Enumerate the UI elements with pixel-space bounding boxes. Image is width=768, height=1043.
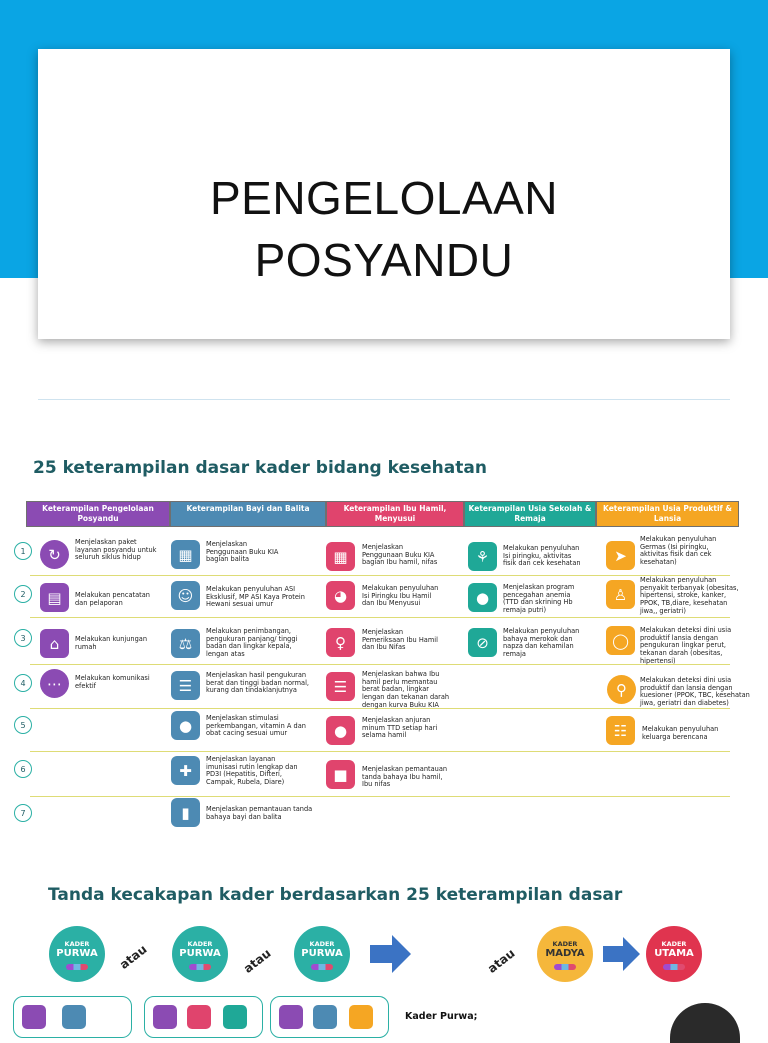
skill-group-box bbox=[13, 996, 132, 1038]
col4-row2-text: Menjelaskan program pencegahan anemia (TTD dan skrining Hb remaja putri) bbox=[503, 583, 575, 615]
section2-heading: Tanda kecakapan kader berdasarkan 25 keterampilan dasar bbox=[48, 885, 623, 905]
badge-kader-purwa bbox=[294, 926, 350, 982]
magnifier-icon: ⚲ bbox=[607, 675, 636, 704]
book-kia-mother-icon bbox=[187, 1005, 211, 1029]
col5-row5-text: Melakukan penyuluhan keluarga berencana bbox=[642, 725, 719, 741]
book-kia-icon bbox=[313, 1005, 337, 1029]
title-line-2: POSYANDU bbox=[254, 234, 514, 286]
row-number: 7 bbox=[14, 804, 32, 822]
col2-row4-text: Menjelaskan hasil pengukuran berat dan tinggi badan normal, kurang dan tindaklanjutnya bbox=[206, 671, 309, 695]
row-separator bbox=[30, 751, 730, 752]
running-person-icon bbox=[349, 1005, 373, 1029]
skill-group-box bbox=[270, 996, 389, 1038]
column-header-remaja: Keterampilan Usia Sekolah & Remaja bbox=[464, 501, 596, 527]
house-visit-icon bbox=[153, 1005, 177, 1029]
thermometer-icon: ▮ bbox=[171, 798, 200, 827]
badge-level-text: PURWA bbox=[56, 948, 98, 959]
pill-icon bbox=[189, 964, 211, 970]
tablet-record-icon: ▤ bbox=[40, 583, 69, 612]
col5-row3-text: Melakukan deteksi dini usia produktif lansia dengan pengukuran lingkar perut, tekanan darah (obesitas, hipertensi) bbox=[640, 626, 732, 665]
col2-row6-text: Menjelaskan layanan imunisasi rutin lengkap dan PD3I (Hepatitis, Difteri, Campak, Rubela, Diare) bbox=[206, 755, 298, 787]
col2-row2-text: Melakukan penyuluhan ASI Eksklusif, MP ASI Kaya Protein Hewani sesuai umur bbox=[206, 585, 305, 609]
col5-row1-text: Melakukan penyuluhan Germas (Isi piringku, aktivitas fisik dan cek kesehatan) bbox=[640, 535, 717, 567]
col5-row2-text: Melakukan penyuluhan penyakit terbanyak (obesitas, hipertensi, stroke, kanker, PPOK, TB,diare, kesehatan jiwa,, geriatri) bbox=[640, 576, 739, 615]
immunization-shield-icon: ✚ bbox=[171, 756, 200, 785]
col4-row1-text: Melakukan penyuluhan Isi piringku, aktivitas fisik dan cek kesehatan bbox=[503, 544, 581, 568]
col5-row4-text: Melakukan deteksi dini usia produktif dan lansia dengan kuesioner (PPOK, TBC, kesehatan jiwa, geriatri dan diabetes) bbox=[640, 676, 750, 708]
section1-heading: 25 keterampilan dasar kader bidang kesehatan bbox=[33, 458, 487, 478]
food-bowl-icon: ◕ bbox=[326, 581, 355, 610]
running-person-icon: ➤ bbox=[606, 541, 635, 570]
divider bbox=[38, 399, 730, 400]
chat-bubbles-icon: ⋯ bbox=[40, 669, 69, 698]
col3-row6-text: Menjelaskan pemantauan tanda bahaya Ibu hamil, Ibu nifas bbox=[362, 765, 448, 789]
row-number: 5 bbox=[14, 716, 32, 734]
col3-row2-text: Melakukan penyuluhan Isi Piringku Ibu Hamil dan Ibu Menyusui bbox=[362, 584, 439, 608]
pregnant-mother-icon: ♀ bbox=[326, 628, 355, 657]
pill-icon bbox=[663, 964, 685, 970]
row-separator bbox=[30, 664, 730, 665]
col4-row3-text: Melakukan penyuluhan bahaya merokok dan napza dan kehamilan remaja bbox=[503, 627, 580, 659]
pill-icon bbox=[66, 964, 88, 970]
breastfeeding-icon: ☺ bbox=[171, 581, 200, 610]
drop-icon: ● bbox=[468, 583, 497, 612]
badge-top-text: KADER bbox=[552, 940, 578, 948]
row-number: 2 bbox=[14, 585, 32, 603]
row-number: 3 bbox=[14, 629, 32, 647]
book-kia-icon: ▦ bbox=[171, 540, 200, 569]
atau-label: atau bbox=[116, 942, 150, 972]
column-header-pengelolaan: Keterampilan Pengelolaan Posyandu bbox=[26, 501, 170, 527]
fork-spoon-icon bbox=[223, 1005, 247, 1029]
title-card bbox=[38, 49, 730, 339]
row-number: 6 bbox=[14, 760, 32, 778]
col3-row5-text: Menjelaskan anjuran minum TTD setiap hari selama hamil bbox=[362, 716, 438, 740]
badge-kader-purwa bbox=[172, 926, 228, 982]
badge-kader-utama bbox=[646, 926, 702, 982]
badge-level-text: PURWA bbox=[179, 948, 221, 959]
col3-row1-text: Menjelaskan Penggunaan Buku KIA bagian Ibu hamil, nifas bbox=[362, 543, 438, 567]
col2-row5-text: Menjelaskan stimulasi perkembangan, vitamin A dan obat cacing sesuai umur bbox=[206, 714, 306, 738]
col1-row3-text: Melakukan kunjungan rumah bbox=[75, 635, 147, 651]
family-cycle-icon: ↻ bbox=[40, 540, 69, 569]
skill-group-box bbox=[144, 996, 263, 1038]
col1-row1-text: Menjelaskan paket layanan posyandu untuk seluruh siklus hidup bbox=[75, 538, 157, 562]
badge-kader-purwa bbox=[49, 926, 105, 982]
book-kia-icon bbox=[62, 1005, 86, 1029]
title-line-1: PENGELOLAAN bbox=[209, 172, 559, 224]
kader-purwa-label: Kader Purwa; bbox=[405, 1011, 478, 1022]
col2-row7-text: Menjelaskan pemantauan tanda bahaya bayi dan balita bbox=[206, 805, 313, 821]
pill-icon bbox=[554, 964, 576, 970]
danger-radio-icon: ■ bbox=[326, 760, 355, 789]
atau-label: atau bbox=[484, 946, 518, 976]
col2-row1-text: Menjelaskan Penggunaan Buku KIA bagian balita bbox=[206, 540, 279, 564]
row-separator bbox=[30, 796, 730, 797]
mother-chart-icon: ☰ bbox=[326, 672, 355, 701]
pill-pack-icon: ☷ bbox=[606, 716, 635, 745]
row-number: 4 bbox=[14, 674, 32, 692]
no-smoking-icon: ⊘ bbox=[468, 628, 497, 657]
column-header-ibu-hamil: Keterampilan Ibu Hamil, Menyusui bbox=[326, 501, 464, 527]
badge-top-text: KADER bbox=[661, 940, 687, 948]
book-kia-mother-icon: ▦ bbox=[326, 542, 355, 571]
col2-row3-text: Melakukan penimbangan, pengukuran panjang/ tinggi badan dan lingkar kepala, lengan atas bbox=[206, 627, 298, 659]
badge-top-text: KADER bbox=[64, 940, 90, 948]
column-header-bayi-balita: Keterampilan Bayi dan Balita bbox=[170, 501, 326, 527]
badge-level-text: MADYA bbox=[545, 948, 585, 959]
avatar bbox=[670, 1003, 740, 1043]
badge-level-text: UTAMA bbox=[654, 948, 694, 959]
house-visit-icon: ⌂ bbox=[40, 629, 69, 658]
family-cycle-icon bbox=[22, 1005, 46, 1029]
blood-drop-icon: ● bbox=[326, 716, 355, 745]
column-header-lansia: Keterampilan Usia Produktif & Lansia bbox=[596, 501, 739, 527]
col1-row4-text: Melakukan komunikasi efektif bbox=[75, 674, 150, 690]
scale-icon: ⚖ bbox=[171, 629, 200, 658]
atau-label: atau bbox=[240, 946, 274, 976]
col3-row4-text: Menjelaskan bahwa Ibu hamil perlu memantau berat badan, lingkar lengan dan tekanan darah dengan kurva Buku KIA bbox=[362, 670, 450, 709]
row-separator bbox=[30, 617, 730, 618]
growth-chart-icon: ☰ bbox=[171, 671, 200, 700]
right-arrow-icon bbox=[370, 933, 412, 975]
vitamin-capsule-icon: ● bbox=[171, 711, 200, 740]
elderly-group-icon: ♙ bbox=[606, 580, 635, 609]
badge-top-text: KADER bbox=[309, 940, 335, 948]
badge-top-text: KADER bbox=[187, 940, 213, 948]
row-separator bbox=[30, 575, 730, 576]
pill-icon bbox=[311, 964, 333, 970]
right-arrow-icon bbox=[603, 935, 641, 973]
col3-row3-text: Menjelaskan Pemeriksaan Ibu Hamil dan Ibu Nifas bbox=[362, 628, 438, 652]
col1-row2-text: Melakukan pencatatan dan pelaporan bbox=[75, 591, 150, 607]
badge-level-text: PURWA bbox=[301, 948, 343, 959]
tape-measure-icon: ◯ bbox=[606, 626, 635, 655]
badge-kader-madya bbox=[537, 926, 593, 982]
family-cycle-icon bbox=[279, 1005, 303, 1029]
row-number: 1 bbox=[14, 542, 32, 560]
fork-spoon-icon: ⚘ bbox=[468, 542, 497, 571]
